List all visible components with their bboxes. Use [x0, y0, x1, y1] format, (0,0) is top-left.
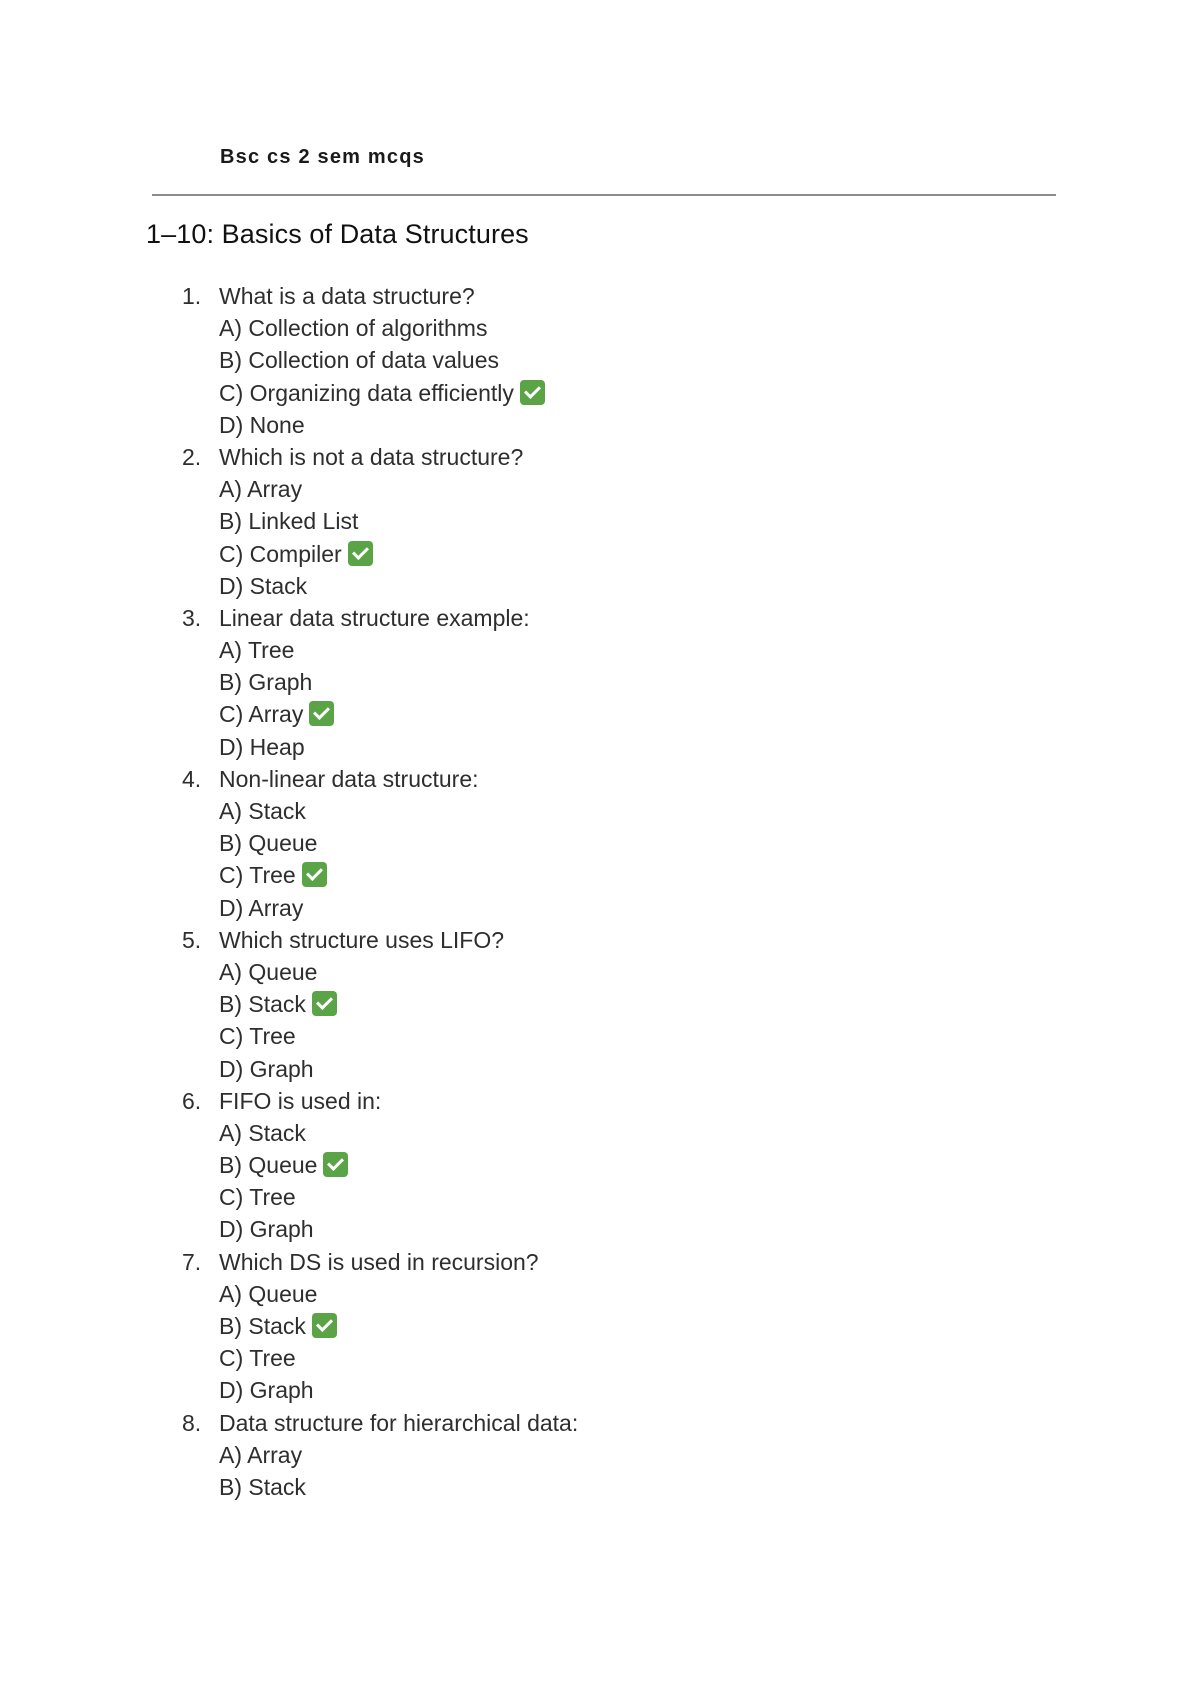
answer-option-label: A) Stack: [219, 798, 306, 824]
answer-option-label: B) Stack: [219, 1313, 306, 1339]
answer-option-label: C) Tree: [219, 862, 296, 889]
answer-option: [219, 312, 578, 344]
answer-option: [219, 1149, 578, 1181]
answer-option-label: C) Tree: [219, 1184, 296, 1211]
answer-option-label: C) Tree: [219, 1023, 296, 1050]
answer-option: [219, 827, 578, 859]
question-number: 8.: [182, 1409, 202, 1436]
check-mark-icon: [520, 380, 545, 405]
question-item: [0, 1246, 539, 1407]
answer-option: [219, 1310, 578, 1342]
answer-option-label: B) Stack: [219, 991, 306, 1018]
question-item: [0, 441, 524, 602]
question-number: 6.: [182, 1087, 202, 1114]
question-number: 7.: [182, 1248, 202, 1275]
answer-option-label: A) Stack: [219, 1119, 306, 1146]
check-mark-icon: [309, 701, 334, 726]
question-item: [0, 763, 479, 924]
answer-option-label: B) Linked List: [219, 508, 359, 535]
question-item: [0, 1407, 579, 1504]
answer-option-label: D) Graph: [219, 1216, 314, 1243]
answer-option: [219, 344, 578, 376]
check-mark-icon: [348, 541, 373, 566]
question-text: Non-linear data structure:: [219, 765, 479, 792]
answer-option-label: C) Tree: [219, 1345, 296, 1372]
answer-option-label: C) Compiler: [219, 540, 342, 567]
answer-option-label: D) Graph: [219, 1055, 314, 1082]
question-item: [0, 1085, 382, 1246]
answer-option: [219, 1181, 578, 1213]
answer-option: [219, 731, 578, 763]
answer-option: [219, 988, 578, 1020]
header-divider: [152, 194, 1056, 196]
answer-option: [219, 1374, 578, 1406]
answer-option-label: A) Collection of algorithms: [219, 315, 488, 342]
answer-option-label: A) Queue: [219, 1280, 318, 1307]
section-title: 1–10: Basics of Data Structures: [146, 219, 529, 249]
question-text: Data structure for hierarchical data:: [219, 1409, 579, 1436]
answer-option: [219, 956, 578, 988]
answer-option-label: B) Graph: [219, 669, 313, 696]
question-text: FIFO is used in:: [219, 1087, 382, 1114]
question-text: Which is not a data structure?: [219, 443, 524, 470]
answer-option-label: D) Stack: [219, 572, 308, 599]
question-number: 2.: [182, 443, 202, 470]
answer-option-label: A) Tree: [219, 637, 295, 664]
question-item: [0, 280, 514, 441]
check-mark-icon: [312, 1313, 337, 1338]
question-list: [0, 280, 579, 1503]
answer-option: [219, 377, 578, 409]
answer-option: [219, 505, 578, 537]
answer-option: [219, 859, 578, 891]
answer-option: [219, 892, 578, 924]
answer-option-label: A) Array: [219, 476, 303, 503]
answer-option-label: B) Stack: [219, 1473, 306, 1500]
answer-option: [219, 634, 578, 666]
answer-option-label: D) None: [219, 411, 305, 438]
check-mark-icon: [312, 991, 337, 1016]
answer-option: [219, 1439, 578, 1471]
answer-option: [219, 538, 578, 570]
check-mark-icon: [302, 862, 327, 887]
question-text: Which structure uses LIFO?: [219, 926, 505, 953]
answer-option: [219, 1342, 578, 1374]
answer-option: [219, 1053, 578, 1085]
answer-option: [219, 570, 578, 602]
question-text: Linear data structure example:: [219, 604, 530, 631]
answer-option-label: D) Graph: [219, 1377, 314, 1404]
answer-option: [219, 698, 578, 730]
answer-option-label: C) Organizing data efficiently: [219, 379, 514, 406]
answer-option-label: B) Queue: [219, 1152, 318, 1179]
answer-option-label: D) Array: [219, 894, 304, 921]
question-number: 5.: [182, 926, 202, 953]
answer-option: [219, 1117, 578, 1149]
document-header-title: Bsc cs 2 sem mcqs: [220, 146, 425, 168]
answer-option: [219, 795, 578, 827]
question-text: Which DS is used in recursion?: [219, 1248, 539, 1275]
question-item: [0, 924, 505, 1085]
question-text: What is a data structure?: [219, 283, 475, 309]
question-item: [0, 602, 530, 763]
check-mark-icon: [323, 1152, 348, 1177]
answer-option: [219, 666, 578, 698]
answer-option-label: A) Array: [219, 1441, 303, 1468]
answer-option-label: B) Collection of data values: [219, 347, 499, 374]
answer-option-label: C) Array: [219, 701, 304, 728]
answer-option-label: D) Heap: [219, 733, 305, 760]
answer-option: [219, 409, 578, 441]
answer-option: [219, 1213, 578, 1245]
answer-option: [219, 1471, 578, 1503]
question-number: 4.: [182, 765, 202, 792]
answer-option-label: A) Queue: [219, 958, 318, 985]
answer-option: [219, 473, 578, 505]
answer-option: [219, 1020, 578, 1052]
question-number: 3.: [182, 604, 202, 631]
answer-option: [219, 1278, 578, 1310]
answer-option-label: B) Queue: [219, 830, 318, 857]
question-number: 1.: [182, 283, 202, 309]
